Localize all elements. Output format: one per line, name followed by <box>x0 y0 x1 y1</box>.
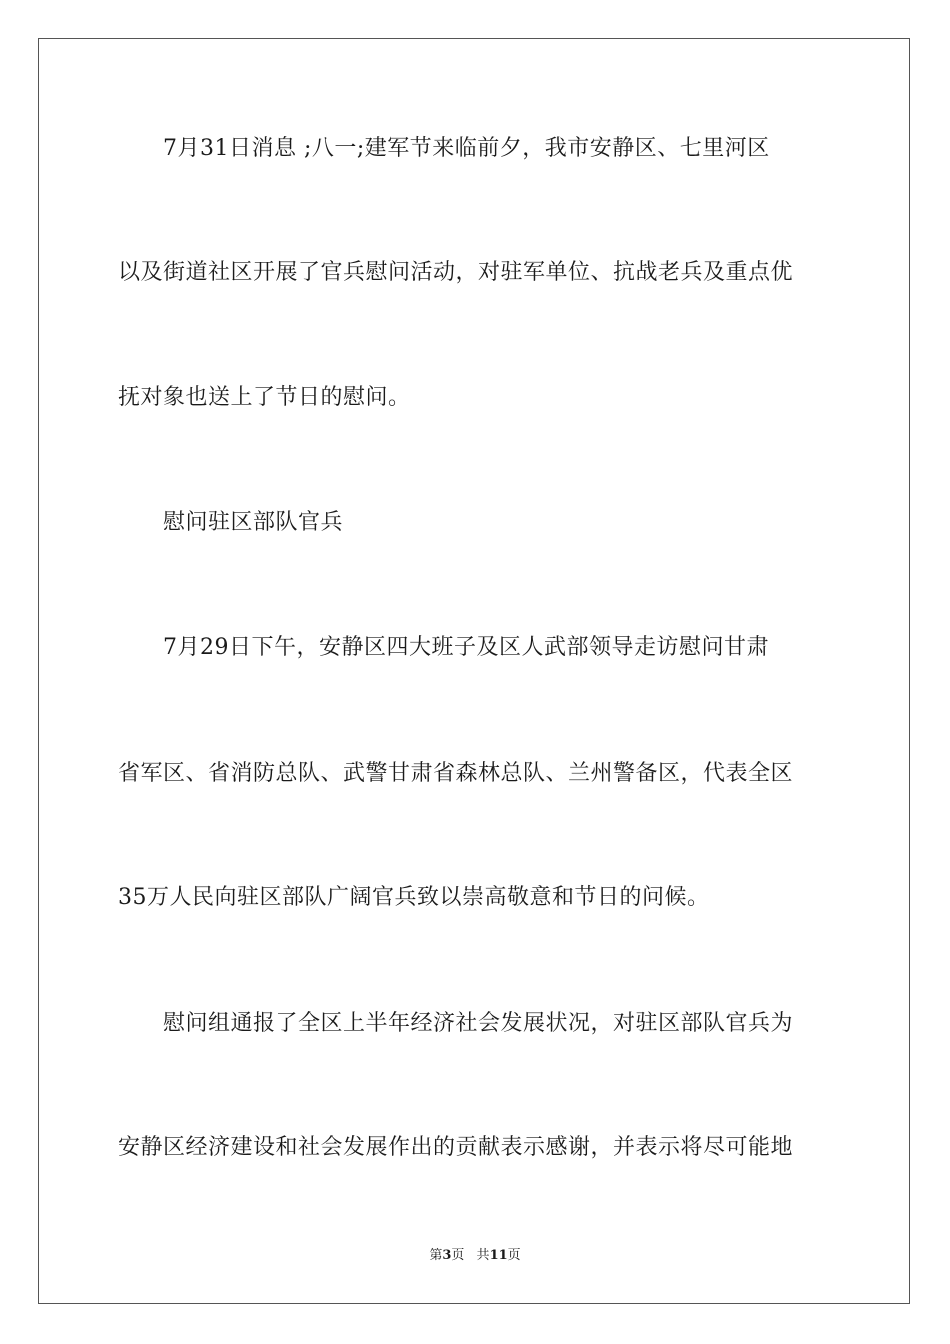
paragraph-1-line-2: 以及街道社区开展了官兵慰问活动，对驻军单位、抗战老兵及重点优 <box>118 260 794 285</box>
total-pages: 共11页 <box>476 1248 521 1263</box>
paragraph-3-line-2: 安静区经济建设和社会发展作出的贡献表示感谢，并表示将尽可能地 <box>118 1135 794 1160</box>
paragraph-2-line-1: 7月29日下午，安静区四大班子及区人武部领导走访慰问甘肃 <box>163 635 769 660</box>
paragraph-3-line-1: 慰问组通报了全区上半年经济社会发展状况，对驻区部队官兵为 <box>163 1011 794 1036</box>
page-border <box>38 38 910 1304</box>
paragraph-2-line-3: 35万人民向驻区部队广阔官兵致以崇高敬意和节日的问候。 <box>118 885 710 910</box>
paragraph-2-line-2: 省军区、省消防总队、武警甘肃省森林总队、兰州警备区，代表全区 <box>118 761 794 786</box>
paragraph-1-line-1: 7月31日消息 ;八一;建军节来临前夕，我市安静区、七里河区 <box>163 136 770 161</box>
section-heading: 慰问驻区部队官兵 <box>163 510 344 535</box>
page-footer <box>0 1247 950 1265</box>
paragraph-1-line-3: 抚对象也送上了节日的慰问。 <box>118 385 411 410</box>
page-number: 第3页 <box>429 1248 465 1263</box>
